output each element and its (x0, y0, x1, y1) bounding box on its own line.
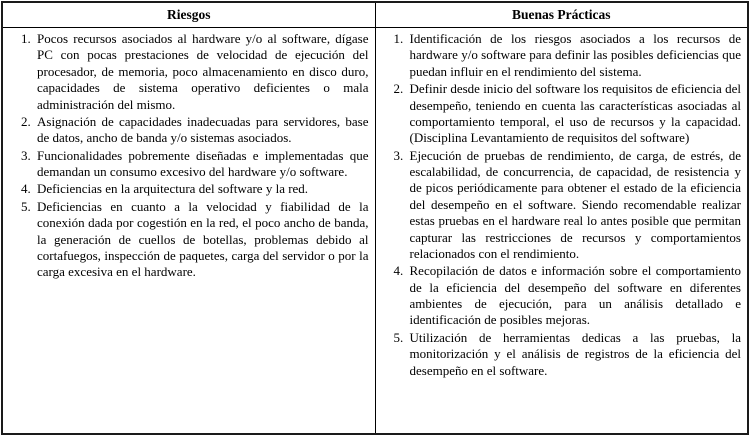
list-item: 2. Asignación de capacidades inadecuadas para servidores, base de datos, ancho de banda y/o sistemas asociados. (34, 114, 369, 147)
risks-best-practices-table (1, 1, 749, 435)
buenas-practicas-list (380, 31, 742, 379)
header-row (2, 2, 748, 28)
list-item: 4. Deficiencias en la arquitectura del software y la red. (34, 181, 369, 197)
list-item: 3. Funcionalidades pobremente diseñadas e implementadas que demandan un consumo excesivo del hardware y/o software. (34, 148, 369, 181)
body-row (2, 28, 748, 435)
list-item: 1. Pocos recursos asociados al hardware y/o al software, dígase PC con pocas prestaciones de velocidad de ejecución del procesador, de memoria, poco almacenamiento en disco duro, capacidades de sistema operativo deficientes o mala administración del mismo. (34, 31, 369, 113)
list-item: 5. Deficiencias en cuanto a la velocidad y fiabilidad de la conexión dada por cogestión en la red, el poco ancho de banda, la generación de cuellos de botellas, problemas debido al cortafuegos, inspección de paquetes, carga del servidor o por la carga excesiva en el hardware. (34, 199, 369, 281)
list-item: 3. Ejecución de pruebas de rendimiento, de carga, de estrés, de escalabilidad, de concurrencia, de capacidad, de resistencia y de picos periódicamente para obtener el estado de la eficiencia del desempeño en el software. Siendo recomendable realizar estas pruebas en el hardware real lo antes posible que permitan capturar las restricciones de recursos y comportamientos relacionados con el rendimiento. (407, 148, 742, 263)
list-item: 4. Recopilación de datos e información sobre el comportamiento de la eficiencia del desempeño del software en diferentes ambientes de ejecución, para un análisis detallado e identificación de posibles mejoras. (407, 263, 742, 329)
list-item: 2. Definir desde inicio del software los requisitos de eficiencia del desempeño, teniendo en cuenta las características asociadas al comportamiento temporal, el uso de recursos y la capacidad. (Disciplina Levantamiento de requisitos del software) (407, 81, 742, 147)
buenas-practicas-cell (375, 28, 748, 435)
riesgos-cell (2, 28, 375, 435)
list-item: 1. Identificación de los riesgos asociados a los recursos de hardware y/o software para definir las posibles deficiencias que puedan influir en el rendimiento del sistema. (407, 31, 742, 80)
column-header-riesgos: Riesgos (2, 2, 375, 28)
riesgos-list (7, 31, 369, 281)
column-header-buenas-practicas: Buenas Prácticas (375, 2, 748, 28)
list-item: 5. Utilización de herramientas dedicas a las pruebas, la monitorización y el análisis de registros de la eficiencia del desempeño en el software. (407, 330, 742, 379)
